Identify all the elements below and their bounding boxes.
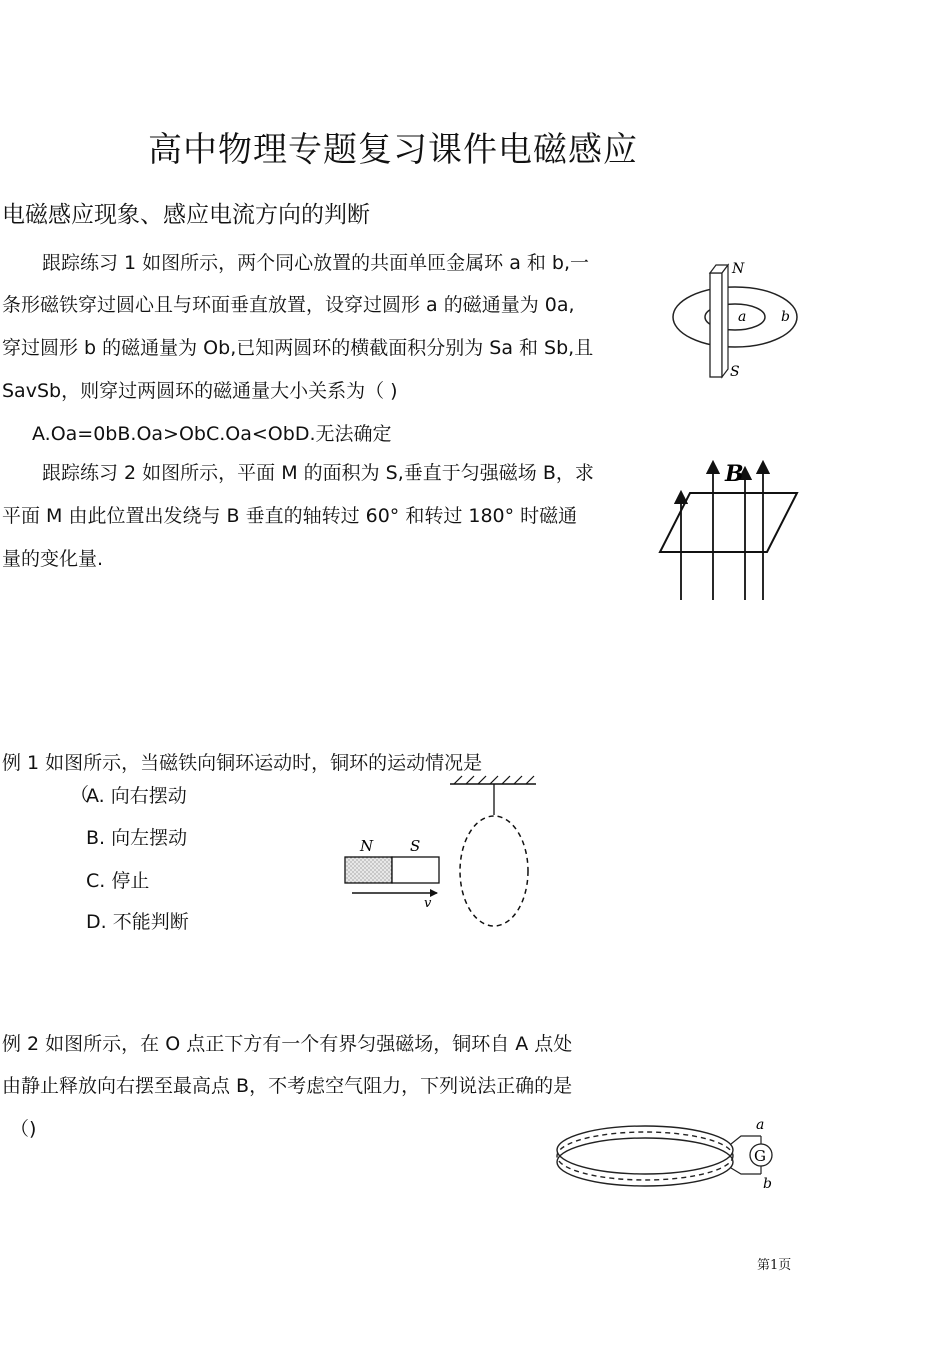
- ring-a-label: a: [738, 309, 747, 325]
- page-number: 第1页: [757, 1258, 792, 1273]
- galvanometer-label: G: [754, 1147, 766, 1165]
- velocity-label: v: [424, 896, 432, 911]
- example1-option-b: B. 向左摆动: [86, 827, 188, 849]
- practice1-line-2: 条形磁铁穿过圆心且与环面垂直放置，设穿过圆形 a 的磁通量为 0a,: [2, 294, 575, 316]
- magnet-south-label: S: [410, 837, 421, 855]
- coil-galvanometer-figure: [555, 1110, 785, 1200]
- example2-line-1: 例 2 如图所示，在 O 点正下方有一个有界匀强磁场，铜环自 A 点处: [2, 1033, 573, 1055]
- practice2-line-2: 平面 M 由此位置出发绕与 B 垂直的轴转过 60° 和转过 180° 时磁通: [2, 505, 578, 527]
- example1-option-a: A. 向右摆动: [86, 785, 187, 807]
- example1-stem: 例 1 如图所示，当磁铁向铜环运动时，铜环的运动情况是: [2, 752, 483, 774]
- terminal-b-label: b: [763, 1176, 772, 1192]
- south-label: S: [730, 364, 740, 380]
- section-heading: 电磁感应现象、感应电流方向的判断: [2, 202, 370, 228]
- practice2-line-3: 量的变化量.: [2, 548, 104, 570]
- practice1-line-3: 穿过圆形 b 的磁通量为 Ob,已知两圆环的横截面积分别为 Sa 和 Sb,且: [2, 337, 594, 359]
- north-label: N: [732, 261, 745, 277]
- example1-option-c: C. 停止: [86, 870, 150, 892]
- page-title: 高中物理专题复习课件电磁感应: [148, 130, 638, 170]
- magnet-rings-figure: [650, 255, 800, 385]
- practice1-options: A.Oa=0bB.Oa>ObC.Oa<ObD.无法确定: [32, 423, 392, 445]
- practice1-line-1: 跟踪练习 1 如图所示，两个同心放置的共面单匝金属环 a 和 b,一: [42, 252, 590, 274]
- field-b-label: B: [725, 461, 744, 487]
- plane-field-figure: [655, 455, 805, 605]
- example2-line-2: 由静止释放向右摆至最高点 B，不考虑空气阻力，下列说法正确的是: [2, 1075, 573, 1097]
- example2-line-3: （): [10, 1118, 37, 1140]
- practice1-line-4: SavSb，则穿过两圆环的磁通量大小关系为（ ): [2, 380, 398, 402]
- terminal-a-label: a: [756, 1117, 765, 1133]
- practice2-line-1: 跟踪练习 2 如图所示，平面 M 的面积为 S,垂直于匀强磁场 B，求: [42, 462, 594, 484]
- magnet-north-label: N: [360, 837, 374, 855]
- ring-b-label: b: [781, 309, 790, 325]
- example1-paren: （: [70, 784, 90, 806]
- magnet-ring-figure: [340, 775, 540, 935]
- example1-option-d: D. 不能判断: [86, 911, 189, 933]
